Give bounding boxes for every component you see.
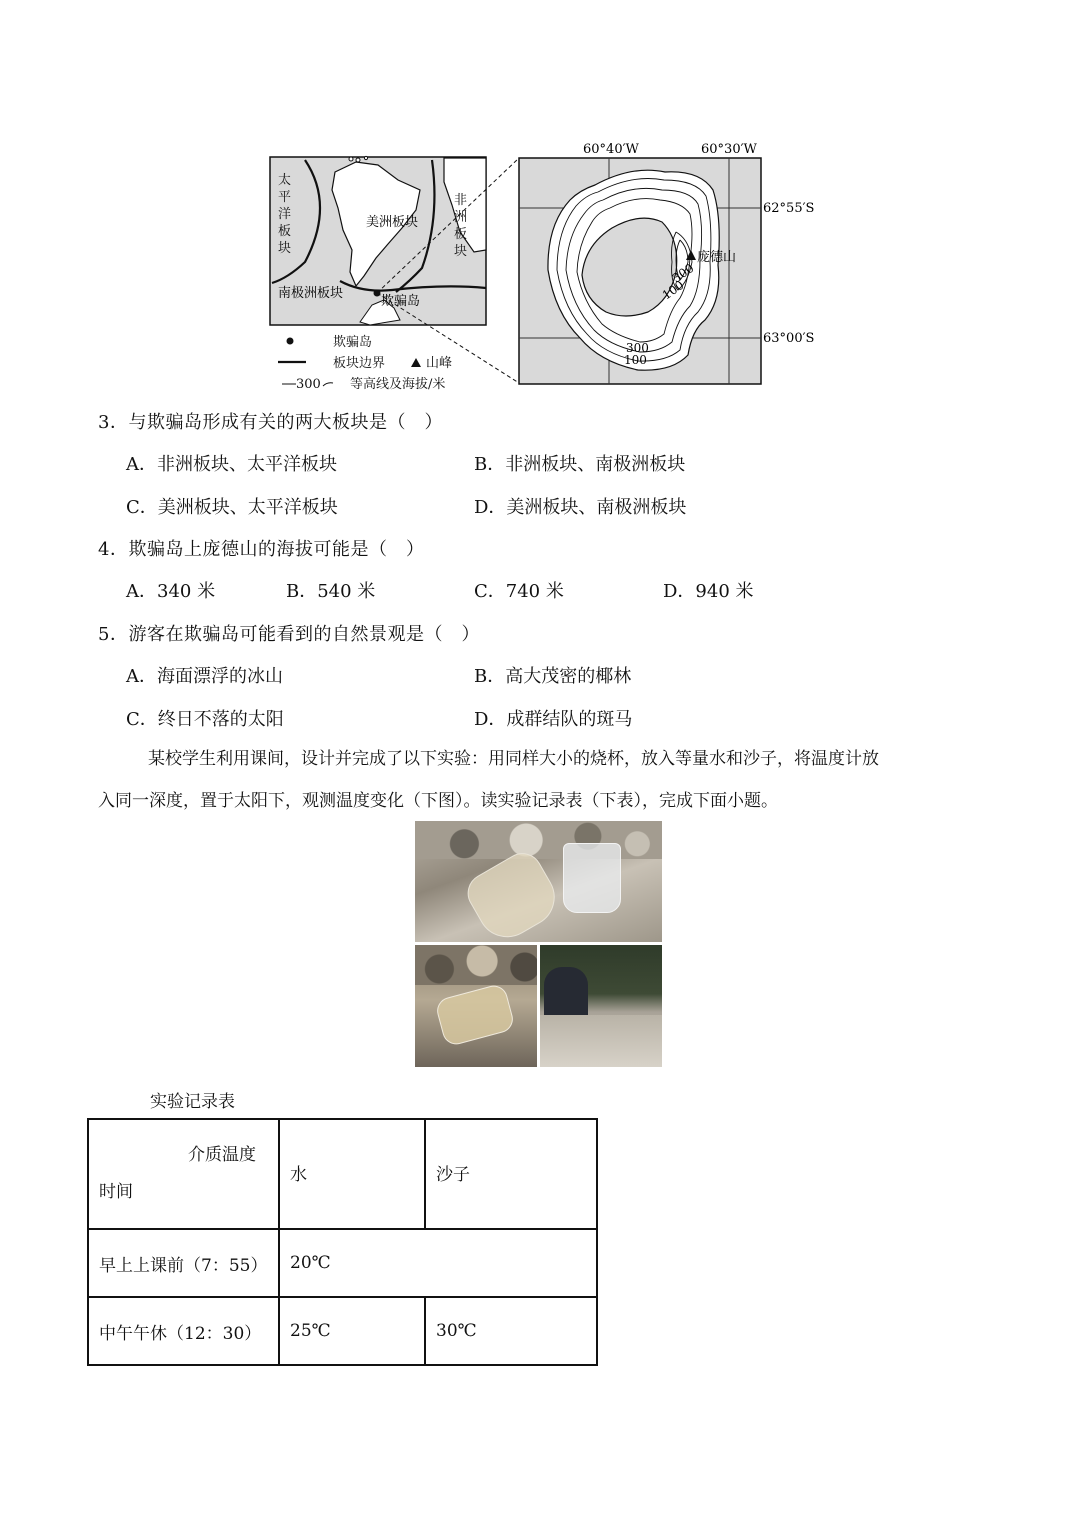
svg-text:100: 100 (624, 353, 647, 367)
option-a[interactable]: A．非洲板块、太平洋板块 (126, 454, 337, 475)
option-b[interactable]: B．非洲板块、南极洲板块 (474, 454, 686, 475)
svg-text:300: 300 (296, 377, 321, 392)
detail-map (519, 142, 814, 384)
island-label: 欺骗岛 (381, 294, 421, 309)
experiment-photo-top (415, 821, 662, 942)
svg-text:平: 平 (278, 190, 292, 205)
intro-line-2: 入同一深度，置于太阳下，观测温度变化（下图）。读实验记录表（下表），完成下面小题。 (98, 791, 778, 811)
water-temp-cell: 25℃ (279, 1297, 425, 1365)
option-c[interactable]: C．740 米 (474, 581, 564, 602)
svg-text:等高线及海拔/米: 等高线及海拔/米 (350, 377, 446, 392)
option-c[interactable]: C．美洲板块、太平洋板块 (126, 497, 338, 518)
longitude-label: 60°30′W (701, 142, 757, 157)
latitude-label: 63°00′S (763, 331, 815, 346)
option-d[interactable]: D．940 米 (663, 581, 754, 602)
longitude-label: 60°40′W (583, 142, 639, 157)
water-temp-cell: 20℃ (279, 1229, 597, 1297)
sand-temp-cell: 30℃ (425, 1297, 597, 1365)
inset-map (270, 156, 486, 325)
option-b[interactable]: B．高大茂密的椰林 (474, 666, 632, 687)
time-cell: 早上上课前（7：55） (88, 1229, 279, 1297)
svg-text:块: 块 (454, 244, 468, 259)
option-b[interactable]: B．540 米 (286, 581, 376, 602)
time-cell: 中午午休（12：30） (88, 1297, 279, 1365)
table-caption: 实验记录表 (150, 1092, 235, 1112)
table-row (88, 1297, 597, 1365)
map-figure (0, 0, 1080, 400)
option-a[interactable]: A．340 米 (126, 581, 216, 602)
record-table (87, 1118, 598, 1366)
svg-text:欺骗岛: 欺骗岛 (333, 335, 373, 350)
intro-line-1: 某校学生利用课间，设计并完成了以下实验：用同样大小的烧杯，放入等量水和沙子，将温度计放 (148, 749, 879, 769)
peak-label: 庞德山 (697, 250, 737, 265)
svg-text:洋: 洋 (278, 207, 292, 222)
svg-text:300: 300 (669, 260, 697, 286)
experiment-photo-bottom-right (540, 945, 662, 1067)
svg-text:板: 板 (278, 224, 292, 239)
america-plate-label: 美洲板块 (366, 215, 419, 230)
header-time: 时间 (99, 1182, 133, 1202)
header-medium-temp: 介质温度 (188, 1145, 256, 1165)
svg-text:300: 300 (626, 341, 649, 355)
map-legend (278, 334, 452, 392)
svg-text:块: 块 (278, 241, 292, 256)
svg-text:100: 100 (659, 277, 687, 303)
svg-text:板: 板 (454, 227, 468, 242)
svg-text:洲: 洲 (454, 210, 468, 225)
diagonal-header-cell (88, 1119, 279, 1229)
option-a[interactable]: A．海面漂浮的冰山 (126, 666, 283, 687)
table-header-row (88, 1119, 597, 1229)
svg-text:山峰: 山峰 (426, 356, 453, 371)
option-d[interactable]: D．成群结队的斑马 (474, 709, 633, 730)
option-d[interactable]: D．美洲板块、南极洲板块 (474, 497, 687, 518)
question-stem: 3．与欺骗岛形成有关的两大板块是（ ） (98, 412, 443, 433)
header-sand: 沙子 (425, 1119, 597, 1229)
option-c[interactable]: C．终日不落的太阳 (126, 709, 284, 730)
question-stem: 5．游客在欺骗岛可能看到的自然景观是（ ） (98, 624, 480, 645)
table-row (88, 1229, 597, 1297)
latitude-label: 62°55′S (763, 201, 815, 216)
svg-text:板块边界: 板块边界 (333, 356, 386, 371)
header-water: 水 (279, 1119, 425, 1229)
svg-text:非: 非 (454, 193, 468, 208)
antarctic-plate-label: 南极洲板块 (278, 286, 344, 301)
experiment-photo-bottom-left (415, 945, 537, 1067)
pacific-plate-label (278, 172, 291, 256)
peak-icon (411, 358, 421, 367)
svg-text:太: 太 (278, 173, 292, 188)
question-stem: 4．欺骗岛上庞德山的海拔可能是（ ） (98, 539, 425, 560)
